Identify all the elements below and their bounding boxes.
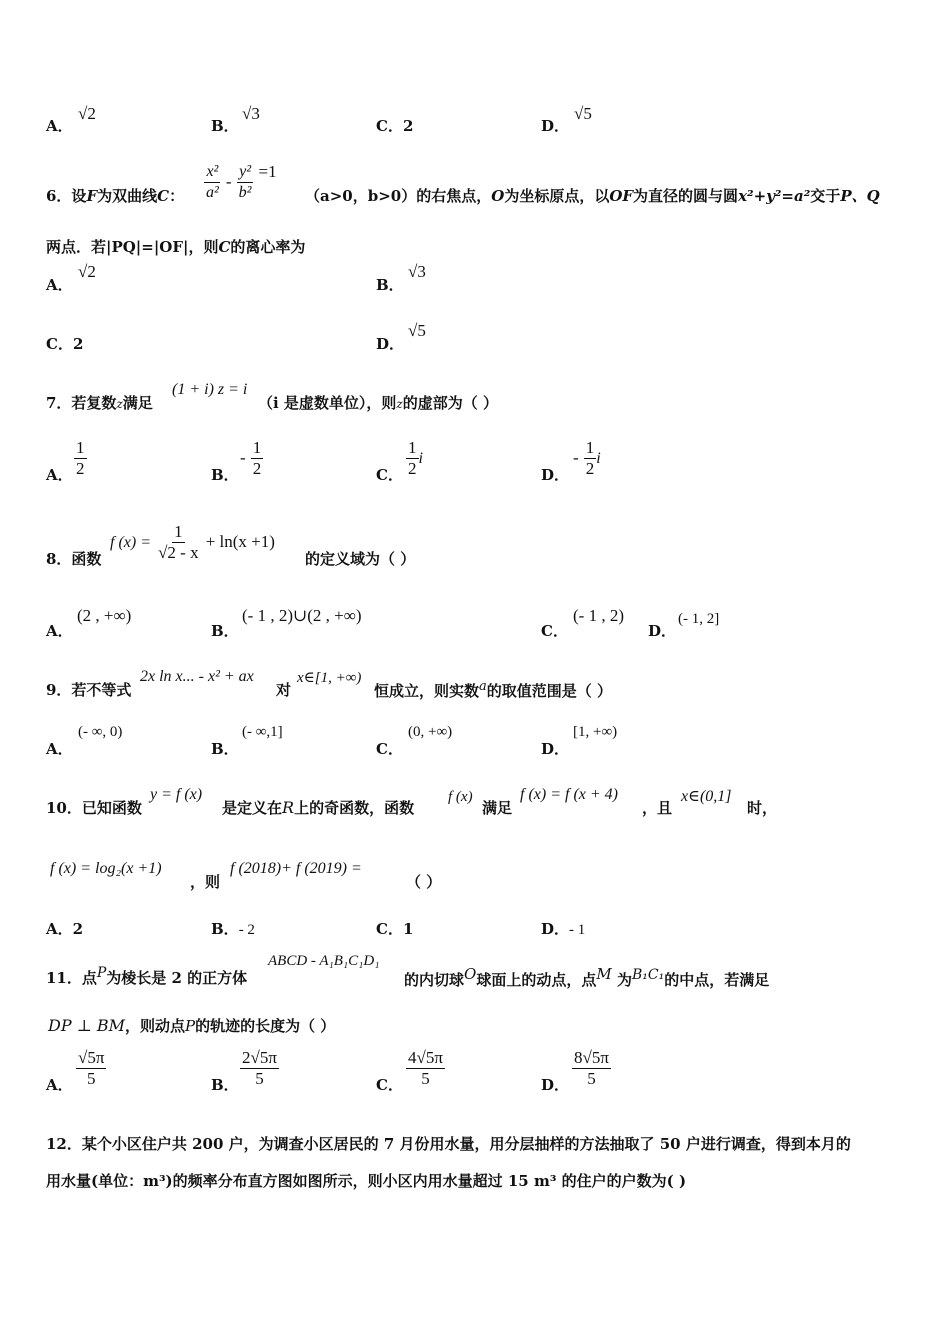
q7-option-a[interactable]: A． (46, 466, 73, 484)
q7-stem-continued: （i 是虚数单位），则z的虚部为（ ） (258, 394, 498, 412)
q8-option-a-value: (2 , +∞) (77, 606, 132, 625)
q7-option-d[interactable]: D． (541, 466, 570, 484)
q9-option-d-value: [1, +∞) (573, 724, 618, 740)
q6-stem-line2: 两点．若|PQ|=|OF|，则C的离心率为 (46, 238, 306, 256)
q6-option-a-value: √2 (78, 262, 96, 281)
q8-option-b[interactable]: B． (211, 622, 239, 640)
q7-option-a-value: $\frac{1}{2}$ (76, 438, 85, 478)
q10-t5: 时， (747, 799, 778, 817)
q7-option-b-value: - $\frac{1}{2}$ (240, 438, 262, 478)
q9-option-a-value: (- ∞, 0) (78, 724, 123, 740)
q6-stem: 6．设F为双曲线C： (46, 187, 185, 205)
q5-option-c[interactable]: C．2 (376, 117, 414, 135)
q5-option-a[interactable]: A． (46, 117, 73, 135)
q9-option-d[interactable]: D． (541, 740, 570, 758)
q11-option-d[interactable]: D． (541, 1076, 570, 1094)
q6-stem-continued: （a>0，b>0）的右焦点，O为坐标原点，以OF为直径的圆与圆x²+y²=a²交于P、Q (305, 187, 880, 205)
q8-function: f (x) = $\frac{1}{√2 - x}$ + ln(x +1) (110, 522, 275, 562)
q9-option-c-value: (0, +∞) (408, 724, 453, 740)
q6-option-d-value: √5 (408, 321, 426, 340)
q11-stem-line2: DP ⊥ BM，则动点P的轨迹的长度为（ ） (48, 1016, 336, 1035)
q10-option-a[interactable]: A．2 (46, 920, 84, 938)
q10-t7: （ ） (406, 873, 442, 891)
q5-option-d[interactable]: D． (541, 117, 570, 135)
q7-equation: (1 + i) z = i (172, 381, 248, 398)
q5-option-b-value: √3 (242, 104, 260, 123)
q10-log: f (x) = log₂(x +1) (50, 860, 162, 877)
q6-option-b[interactable]: B． (376, 276, 404, 294)
q11-option-c[interactable]: C． (376, 1076, 403, 1094)
q5-option-d-value: √5 (574, 104, 592, 123)
q6-option-d[interactable]: D． (376, 335, 405, 353)
q10-t4: ，且 (642, 799, 673, 817)
q9-option-a[interactable]: A． (46, 740, 73, 758)
q9-stem: 9．若不等式 (46, 681, 132, 699)
q10-yfx: y = f (x) (150, 786, 203, 803)
q11-option-a[interactable]: A． (46, 1076, 73, 1094)
q6-option-c[interactable]: C．2 (46, 335, 84, 353)
q5-option-a-value: √2 (78, 104, 96, 123)
q8-option-d[interactable]: D． (648, 622, 677, 640)
q10-t3: 满足 (482, 799, 513, 817)
q7-stem: 7．若复数z满足 (46, 394, 153, 412)
q11-cube: ABCD - A₁B₁C₁D₁ (268, 953, 380, 969)
q11-option-b-value: $\frac{2√5\pi}{5}$ (242, 1048, 277, 1088)
q12-stem-line1: 12．某个小区住户共 200 户，为调查小区居民的 7 月份用水量，用分层抽样的方法抽取了 50 户进行调查，得到本月的 (46, 1135, 851, 1153)
q7-option-c[interactable]: C． (376, 466, 403, 484)
q10-fx: f (x) (448, 789, 473, 805)
q8-option-b-value: (- 1 , 2)∪(2 , +∞) (242, 606, 362, 625)
q9-domain: x∈[1, +∞) (297, 670, 362, 686)
q8-stem-continued: 的定义域为（ ） (305, 550, 416, 568)
q10-period: f (x) = f (x + 4) (520, 786, 618, 803)
q6-hyperbola-equation: $\frac{\text{x²}}{\text{a²}}$ - $\frac{\text{y²}}{\text{b²}}$ =1 (206, 162, 277, 201)
q5-option-b[interactable]: B． (211, 117, 239, 135)
q6-option-a[interactable]: A． (46, 276, 73, 294)
q11-option-d-value: $\frac{8√5\pi}{5}$ (574, 1048, 609, 1088)
q9-t1: 对 (276, 681, 292, 699)
q9-stem-continued: 恒成立，则实数a的取值范围是（ ） (374, 679, 613, 700)
q7-option-b[interactable]: B． (211, 466, 239, 484)
q10-interval: x∈(0,1] (681, 788, 732, 805)
q11-stem-continued: 的内切球O球面上的动点，点M 为B₁C₁的中点，若满足 (404, 965, 770, 989)
q10-option-d[interactable]: D．- 1 (541, 920, 586, 938)
q8-option-a[interactable]: A． (46, 622, 73, 640)
q9-option-b-value: (- ∞,1] (242, 724, 283, 740)
q10-option-c[interactable]: C．1 (376, 920, 414, 938)
q7-option-d-value: - $\frac{1}{2}$ i (573, 438, 601, 478)
q8-option-c-value: (- 1 , 2) (573, 606, 624, 625)
q10-stem: 10．已知函数 (46, 799, 142, 817)
q8-option-d-value: (- 1, 2] (678, 611, 720, 627)
q9-option-c[interactable]: C． (376, 740, 403, 758)
q11-stem: 11．点P为棱长是 2 的正方体 (46, 965, 248, 987)
q9-option-b[interactable]: B． (211, 740, 239, 758)
q9-inequality: 2x ln x... - x² + ax (140, 668, 254, 685)
q7-option-c-value: $\frac{1}{2}$ i (408, 438, 423, 478)
q11-option-b[interactable]: B． (211, 1076, 239, 1094)
q10-option-b[interactable]: B．- 2 (211, 920, 255, 938)
q11-option-c-value: $\frac{4√5\pi}{5}$ (408, 1048, 443, 1088)
q8-option-c[interactable]: C． (541, 622, 568, 640)
q10-t1: 是定义在R上的奇函数，函数 (222, 798, 415, 817)
q10-t6: ，则 (190, 873, 221, 891)
q6-option-b-value: √3 (408, 262, 426, 281)
q12-stem-line2: 用水量(单位：m³)的频率分布直方图如图所示，则小区内用水量超过 15 m³ 的住户的户数为( ) (46, 1172, 687, 1190)
q8-stem: 8．函数 (46, 550, 102, 568)
q11-option-a-value: $\frac{√5\pi}{5}$ (78, 1048, 105, 1088)
q10-sum: f (2018)+ f (2019) = (230, 860, 362, 877)
